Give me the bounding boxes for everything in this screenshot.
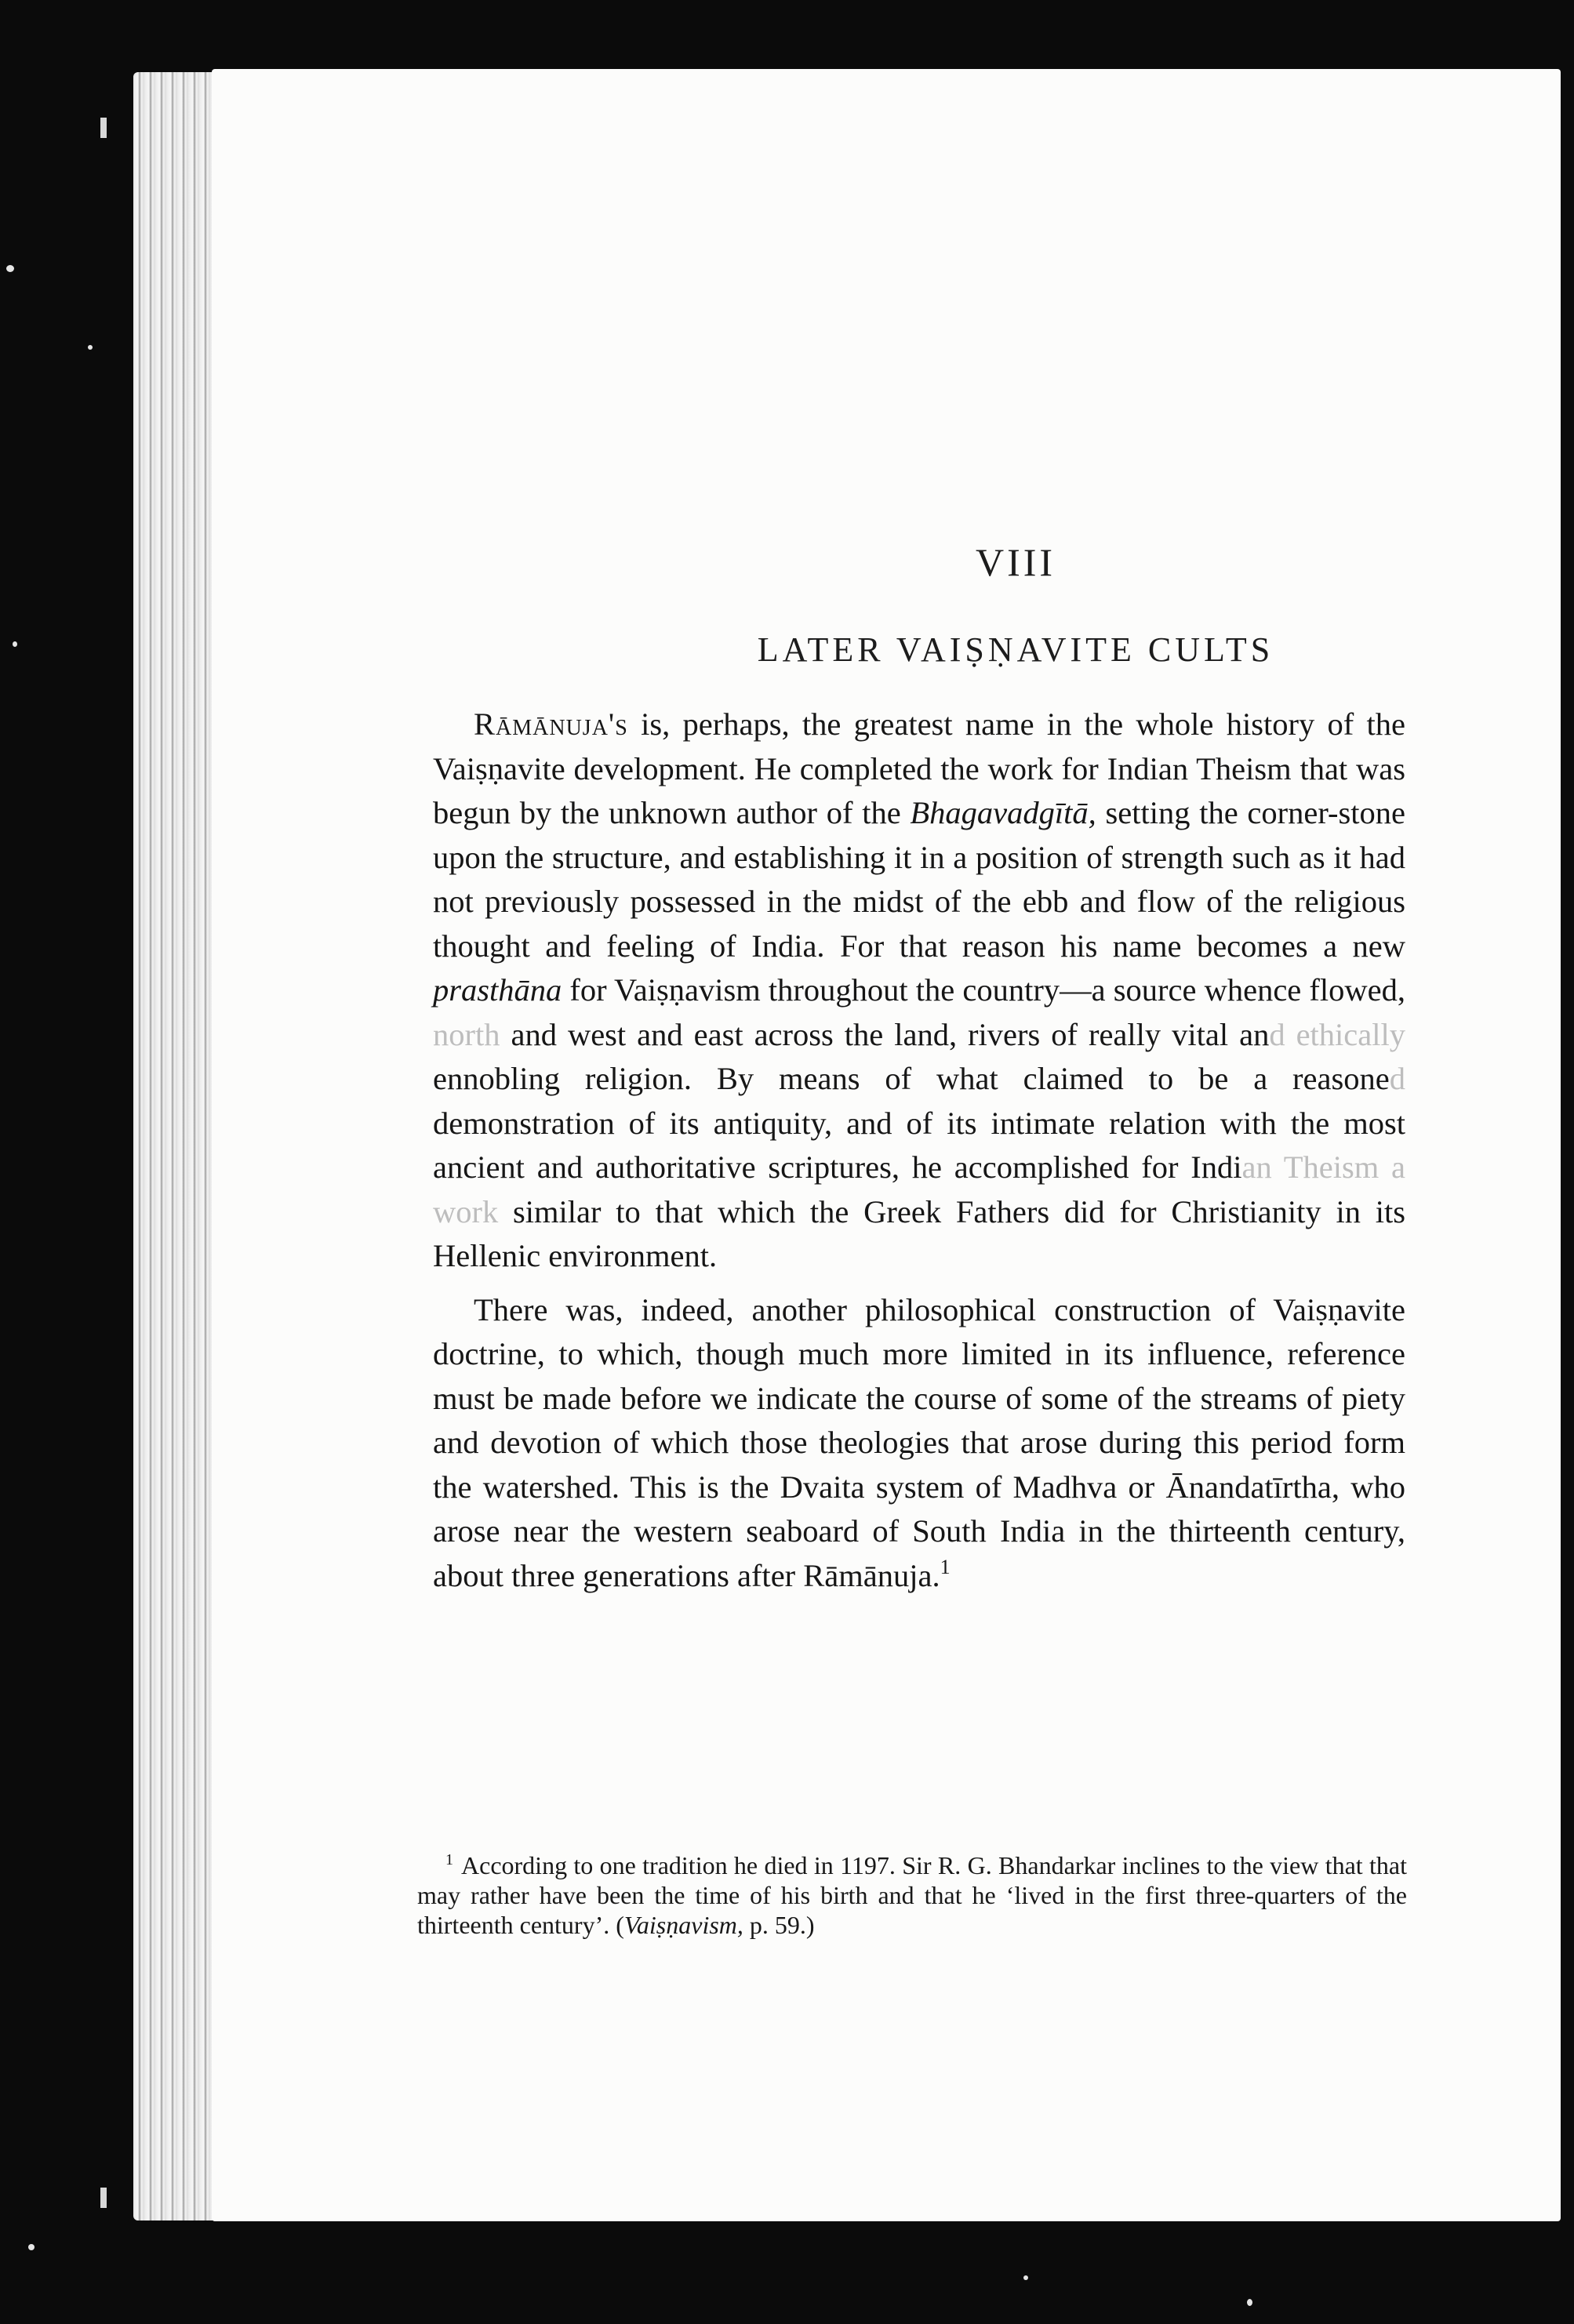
footnote-paren: ( [616, 1911, 624, 1939]
chapter-number: VIII [975, 540, 1056, 584]
scan-speck [1023, 2275, 1028, 2280]
scan-speck [88, 345, 93, 350]
footnote-number: 1 [445, 1851, 453, 1868]
text-run: setting the corner-stone upon the structure, and establishing it in a position of strength such as it had not previously possessed in the midst of the ebb and flow of the religious thought and feeling of India. For that reason his name becomes a new [433, 795, 1405, 964]
italic-term: prasthāna [433, 972, 562, 1008]
binding-mark [100, 118, 107, 138]
scan-speck [1247, 2299, 1252, 2306]
footnote-source-page: p. 59.) [743, 1911, 815, 1939]
text-run: and west and east across the land, rivers of really vital an [500, 1016, 1270, 1052]
text-run: There was, indeed, another philosophical construction of Vaiṣṇavite doctrine, to which, though much more limited in its influence, reference must be made before we indicate the course of some of the streams of piety and devotion of which those theologies that arose during this period form the watershed. This is the Dvaita system of Madhva or Ānandatīrtha, who arose near the western seaboard of South India in the thirteenth century, about three generations after Rāmānuja. [433, 1291, 1405, 1593]
paragraph-1 [433, 703, 1405, 1279]
chapter-title: LATER VAIṢṆAVITE CULTS [757, 630, 1274, 669]
author-name: Rāmānuja's [474, 706, 628, 742]
faded-text: d [1389, 1061, 1405, 1096]
footnote-reference: 1 [940, 1555, 951, 1578]
faded-text: north [433, 1016, 500, 1052]
binding-mark [100, 2188, 107, 2208]
footnote-text: According to one tradition he died in 1197. Sir R. G. Bhandarkar inclines to the view that that may rather have been the time of his birth and that he ‘lived in the first three-quarters of the thirteenth century’. [417, 1851, 1407, 1939]
text-run: ennobling religion. By means of what claimed to be a reasone [433, 1061, 1390, 1096]
italic-term: Bhagavadgītā, [910, 795, 1096, 830]
body-text [433, 703, 1405, 1598]
footnote-source-title: Vaiṣṇavism, [623, 1911, 743, 1939]
text-run: similar to that which the Greek Fathers did for Christianity in its Hellenic environment. [433, 1193, 1405, 1273]
book-page [212, 69, 1561, 2221]
text-run: for Vaiṣṇavism throughout the country—a source whence flowed, [562, 972, 1405, 1008]
faded-text: an Theism a work [433, 1149, 1405, 1229]
text-run: is, perhaps, the greatest name in the whole history of the Vaiṣṇavite development. He completed the work for Indian Theism that was begun by the unknown author of the [433, 706, 1405, 830]
scan-speck [28, 2244, 35, 2250]
faded-text: d ethically [1269, 1016, 1406, 1052]
scan-speck [13, 641, 17, 647]
scan-speck [6, 265, 14, 272]
footnote [417, 1850, 1407, 1940]
paragraph-2 [433, 1288, 1405, 1599]
text-run: demonstration of its antiquity, and of its intimate relation with the most ancient and authoritative scriptures, he accomplished for Indi [433, 1105, 1405, 1185]
